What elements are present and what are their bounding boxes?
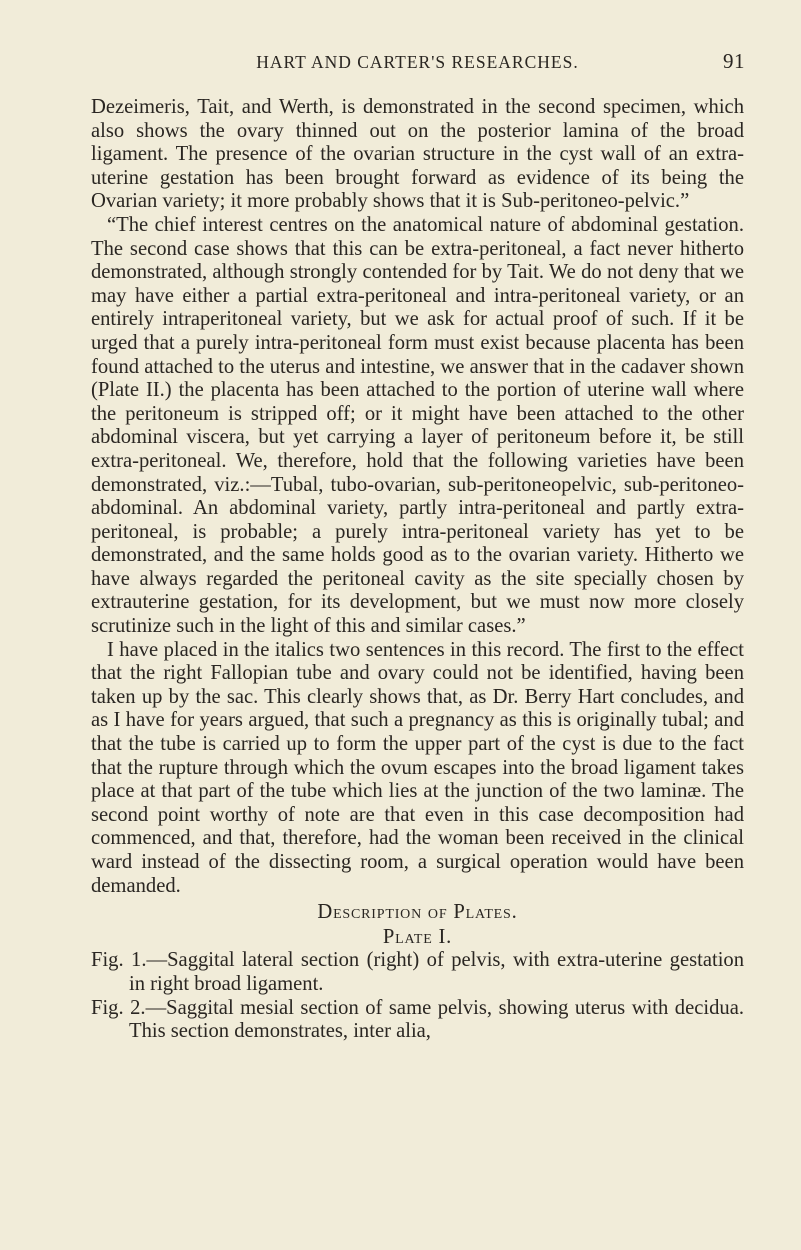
page-number: 91 [723,49,745,73]
section-heading: Description of Plates. [317,901,518,924]
plate-heading: Plate I. [382,925,453,948]
figure-label: Fig. 1. [91,949,147,972]
body-text [91,96,744,1044]
figure-label: Fig. 2. [91,996,146,1019]
paragraph: I have placed in the italics two sentences in this record. The first to the effect that the right Fallopian tube and ovary could not be identified, having been taken up by the sac. This clearly shows that, as Dr. Berry Hart concludes, and as I have for years argued, that such a pregnancy as this is originally tubal; and that the tube is carried up to form the upper part of the cyst is due to the fact that the rupture through which the ovum escapes into the broad ligament takes place at that part of the tube which lies at the junction of the two laminæ. The second point worthy of note are that even in this case decomposition had commenced, and that, therefore, had the woman been received in the clinical ward instead of the dissecting room, a surgical operation would have been demanded. [91,638,744,897]
figure-text: —Saggital mesial section of same pelvis, showing uterus with decidua. This section demonstrates, inter alia, [129,996,744,1043]
figure-text: —Saggital lateral section (right) of pelvis, with extra-uterine gestation in right broad ligament. [129,949,745,995]
paragraph: “The chief interest centres on the anatomical nature of abdominal gestation. The second case shows that this can be extra-peritoneal, a fact never hitherto demonstrated, although strongly contended for by Tait. We do not deny that we may have either a partial extra-peritoneal and intra-peritoneal variety, or an entirely intraperitoneal variety, but we ask for actual proof of such. If it be urged that a purely intra-peritoneal form must exist because placenta has been found attached to the uterus and intestine, we answer that in the cadaver shown (Plate II.) the placenta has been attached to the portion of uterine wall where the peritoneum is stripped off; or it might have been attached to the other abdominal viscera, but yet carrying a layer of peritoneum before it, be still extra-peritoneal. We, therefore, hold that the following varieties have been demonstrated, viz.:—Tubal, tubo-ovarian, sub-peritoneopelvic, sub-peritoneo-abdominal. An abdominal variety, partly intra-peritoneal and partly extra-peritoneal, is probable; a purely intra-peritoneal variety has yet to be demonstrated, and the same holds good as to the ovarian variety. Hitherto we have always regarded the peritoneal cavity as the site specially chosen by extrauterine gestation, for its development, but we must now more closely scrutinize such in the light of this and similar cases.” [91,213,744,638]
figure-caption [91,997,744,1044]
running-title: HART AND CARTER'S RESEARCHES. [256,52,579,72]
paragraph: Dezeimeris, Tait, and Werth, is demonstrated in the second specimen, which also shows the ovary thinned out on the posterior lamina of the broad ligament. The presence of the ovarian structure in the cyst wall of an extra-uterine gestation has been brought forward as evidence of its being the Ovarian variety; it more probably shows that it is Sub-peritoneo-pelvic.” [91,96,744,213]
running-head [90,49,745,80]
figure-caption [91,949,744,996]
